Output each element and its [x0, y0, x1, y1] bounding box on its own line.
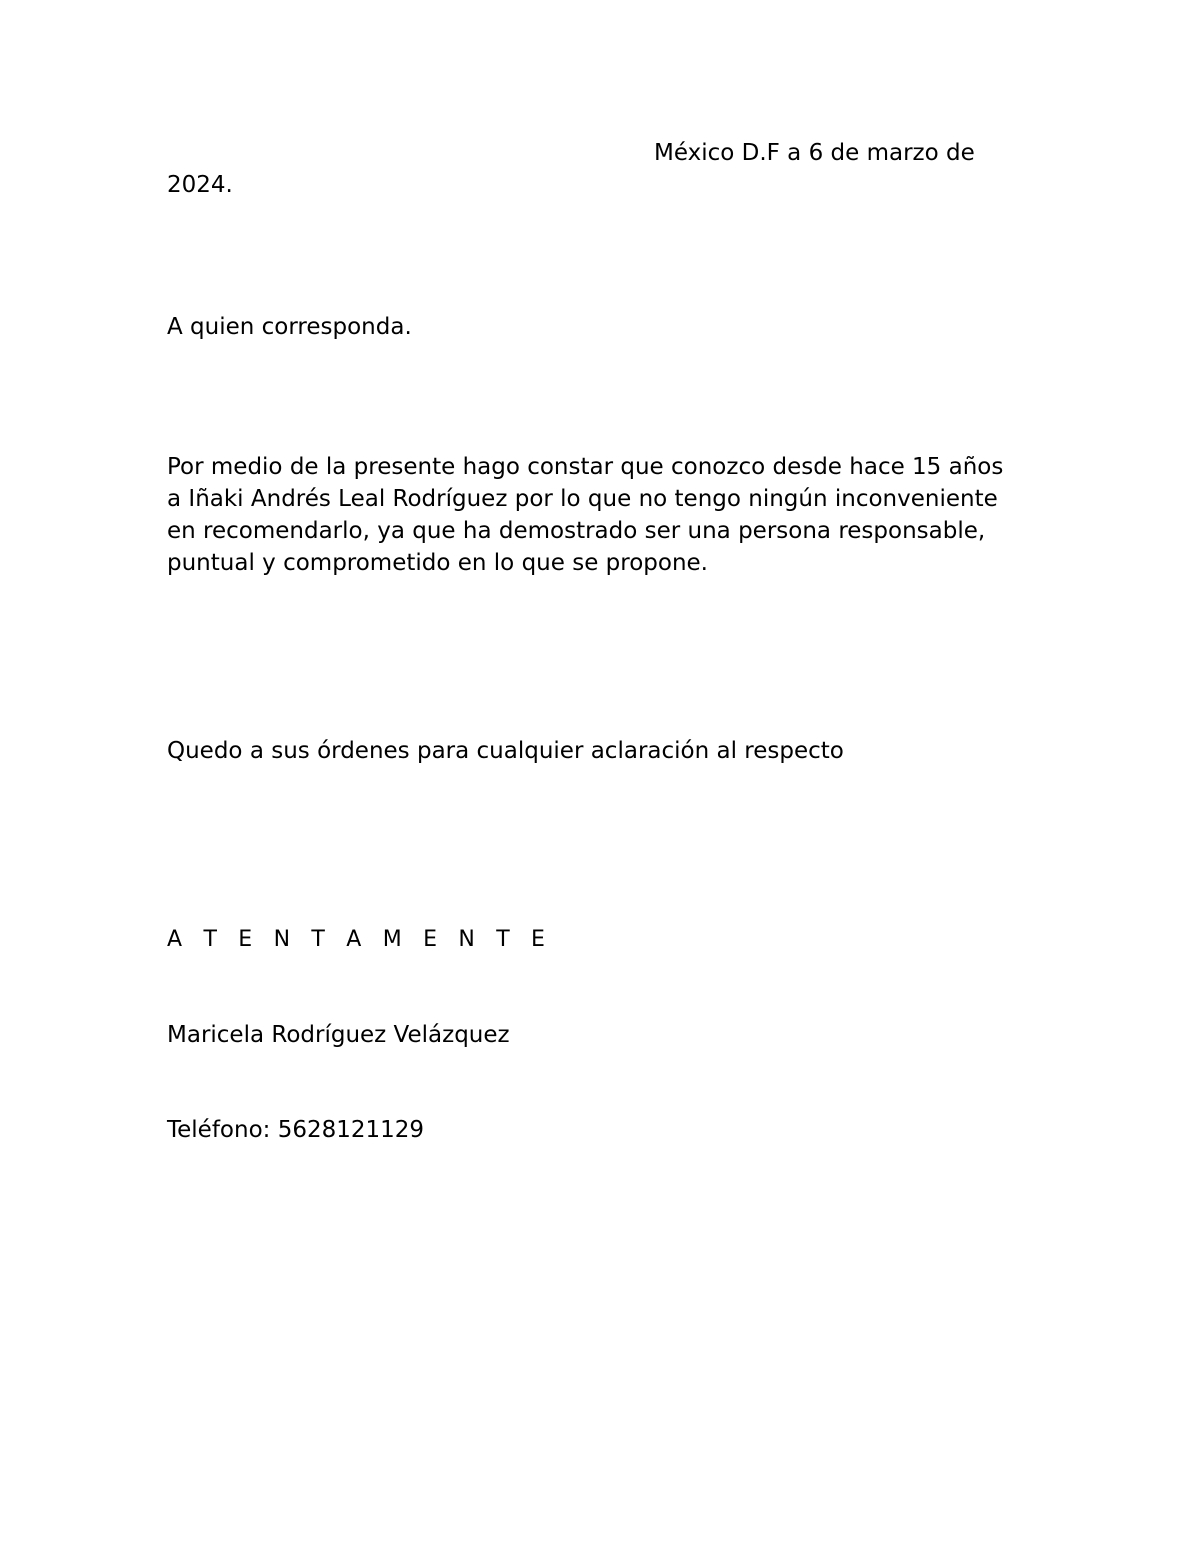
body-paragraph: [167, 451, 1047, 579]
salutation: A quien corresponda.: [167, 314, 412, 340]
date-year-line: 2024.: [167, 172, 233, 198]
date-line: México D.F a 6 de marzo de: [654, 140, 975, 166]
body-line: en recomendarlo, ya que ha demostrado ser una persona responsable,: [167, 518, 986, 544]
body-line: Por medio de la presente hago constar que conozco desde hace 15 años: [167, 454, 1004, 480]
sign-off: A T E N T A M E N T E: [167, 927, 553, 952]
closing-offer: Quedo a sus órdenes para cualquier aclaración al respecto: [167, 738, 844, 764]
signer-phone: Teléfono: 5628121129: [167, 1117, 425, 1143]
body-line: a Iñaki Andrés Leal Rodríguez por lo que no tengo ningún inconveniente: [167, 486, 998, 512]
body-line: puntual y comprometido en lo que se propone.: [167, 550, 708, 576]
signer-name: Maricela Rodríguez Velázquez: [167, 1022, 510, 1048]
